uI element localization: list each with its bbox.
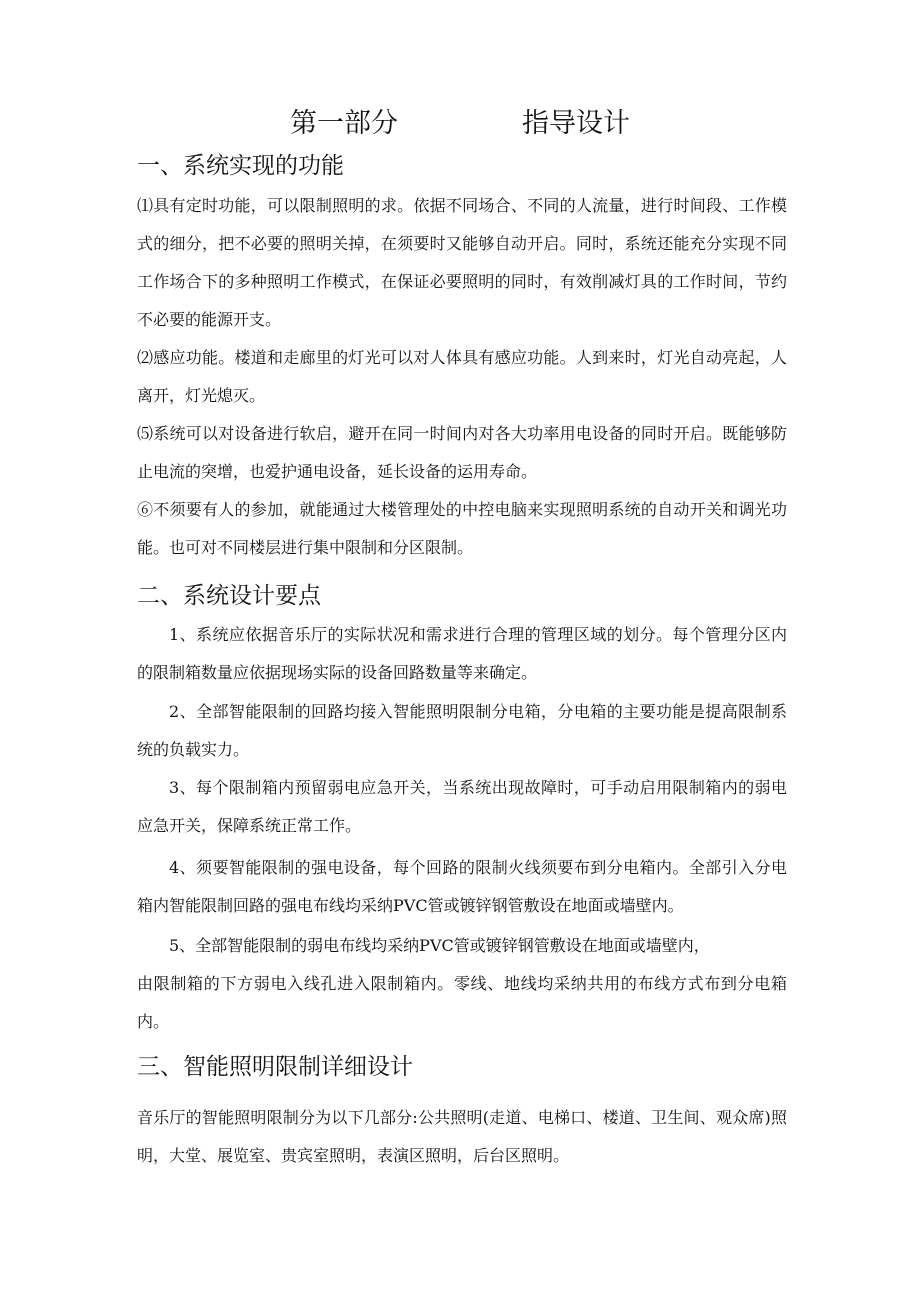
- paragraph-point-5: 5、全部智能限制的弱电布线均采纳PVC管或镀锌钢管敷设在地面或墙壁内，: [169, 936, 710, 955]
- paragraph-lighting-parts: 音乐厅的智能照明限制分为以下几部分:公共照明(走道、电梯口、楼道、卫生间、观众席)照明，大堂、展览室、贵宾室照明，表演区照明，后台区照明。: [137, 1108, 787, 1165]
- paragraph-point-3: 3、每个限制箱内预留弱电应急开关，当系统出现故障时，可手动启用限制箱内的弱电应急开关，保障系统正常工作。: [137, 778, 787, 835]
- paragraph-sensor-function: ⑵感应功能。楼道和走廊里的灯光可以对人体具有感应功能。人到来时，灯光自动亮起，人离开，灯光熄灭。: [137, 348, 787, 405]
- paragraph-central-control: ⑥不须要有人的参加，就能通过大楼管理处的中控电脑来实现照明系统的自动开关和调光功能。也可对不同楼层进行集中限制和分区限制。: [137, 500, 787, 557]
- title-name: 指导设计: [522, 108, 630, 139]
- paragraph-point-2: 2、全部智能限制的回路均接入智能照明限制分电箱，分电箱的主要功能是提高限制系统的负载实力。: [137, 702, 787, 759]
- section-heading-design-points: 二、系统设计要点: [137, 583, 321, 609]
- section-heading-functions: 一、系统实现的功能: [137, 153, 344, 179]
- title-part: 第一部分: [290, 108, 398, 139]
- paragraph-point-4: 4、须要智能限制的强电设备，每个回路的限制火线须要布到分电箱内。全部引入分电箱内智能限制回路的强电布线均采纳PVC管或镀锌钢管敷设在地面或墙壁内。: [137, 858, 787, 915]
- page-title: [0, 104, 920, 144]
- paragraph-point-1: 1、系统应依据音乐厅的实际状况和需求进行合理的管理区域的划分。每个管理分区内的限制箱数量应依据现场实际的设备回路数量等来确定。: [137, 625, 787, 682]
- paragraph-point-5-continued: 由限制箱的下方弱电入线孔进入限制箱内。零线、地线均采纳共用的布线方式布到分电箱内。: [137, 974, 787, 1031]
- paragraph-soft-start: ⑸系统可以对设备进行软启，避开在同一时间内对各大功率用电设备的同时开启。既能够防止电流的突增，也爱护通电设备，延长设备的运用寿命。: [137, 424, 787, 481]
- section-heading-detailed-design: 三、智能照明限制详细设计: [137, 1054, 413, 1080]
- paragraph-timer-function: ⑴具有定时功能，可以限制照明的求。依据不同场合、不同的人流量，进行时间段、工作模式的细分，把不必要的照明关掉，在须要时又能够自动开启。同时，系统还能充分实现不同工作场合下的多种照明工作模式，在保证必要照明的同时，有效削减灯具的工作时间，节约不必要的能源开支。: [137, 196, 787, 329]
